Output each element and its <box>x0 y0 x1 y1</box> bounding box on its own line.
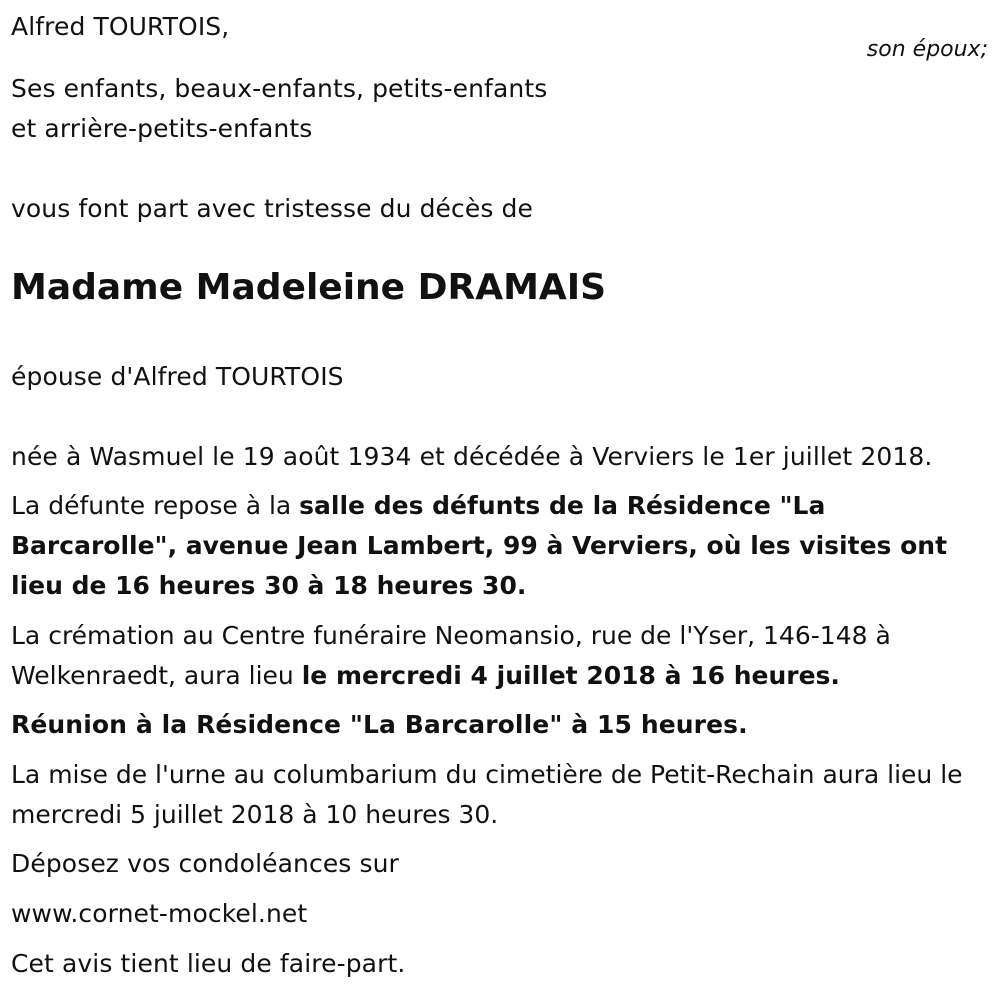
family-line-1: Ses enfants, beaux-enfants, petits-enfants <box>11 74 548 103</box>
condolences-website-link[interactable]: www.cornet-mockel.net <box>11 899 308 928</box>
condolences-text: Déposez vos condoléances sur <box>11 849 399 878</box>
spouse-of-text: épouse d'Alfred TOURTOIS <box>11 362 344 391</box>
spouse-name: Alfred TOURTOIS, <box>11 12 230 41</box>
repose-paragraph <box>11 486 986 606</box>
repose-intro: La défunte repose à la <box>11 491 300 520</box>
announcement-text: vous font part avec tristesse du décès de <box>11 194 533 223</box>
urn-paragraph: La mise de l'urne au columbarium du cimetière de Petit-Rechain aura lieu le mercredi 5 juillet 2018 à 10 heures 30. <box>11 760 963 829</box>
spouse-role: son époux; <box>866 37 988 62</box>
closing-text: Cet avis tient lieu de faire-part. <box>11 949 406 978</box>
birth-death-text: née à Wasmuel le 19 août 1934 et décédée à Verviers le 1er juillet 2018. <box>11 442 933 471</box>
cremation-when: le mercredi 4 juillet 2018 à 16 heures. <box>301 661 840 690</box>
family-line-2: et arrière-petits-enfants <box>11 114 313 143</box>
repose-details: salle des défunts de la Résidence "La Barcarolle", avenue Jean Lambert, 99 à Verviers, où les visites ont lieu de 16 heures 30 à 18 heures 30. <box>11 491 948 600</box>
cremation-paragraph <box>11 616 986 696</box>
cremation-intro: La crémation au Centre funéraire Neomansio, rue de l'Yser, 146-148 à Welkenraedt, aura lieu <box>11 621 891 690</box>
deceased-name: Madame Madeleine DRAMAIS <box>11 267 607 308</box>
meeting-text: Réunion à la Résidence "La Barcarolle" à 15 heures. <box>11 710 748 739</box>
